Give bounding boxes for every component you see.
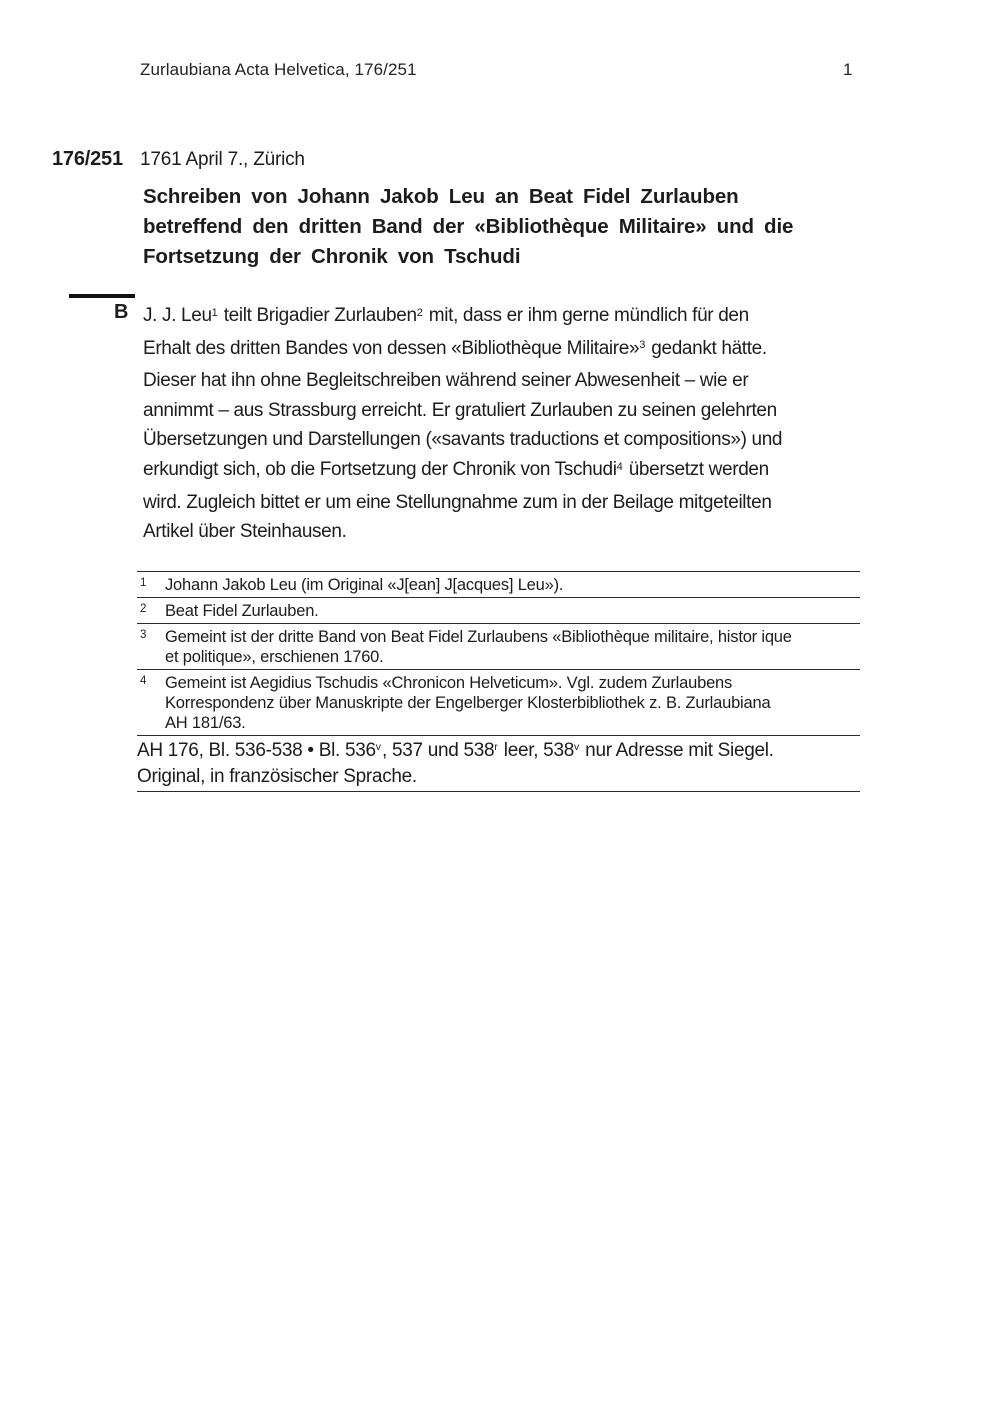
footnote-3: [137, 623, 860, 669]
section-divider-bar: [69, 294, 135, 298]
footnote-4: [137, 669, 860, 735]
footnote-2: [137, 597, 860, 623]
archival-reference-line: AH 176, Bl. 536-538 • Bl. 536$^v$, 537 und 538$^r$ leer, 538$^v$ nur Adresse mit Siegel.: [137, 740, 774, 761]
footnote-line: Johann Jakob Leu (im Original «J[ean] J[acques] Leu»).: [165, 575, 564, 594]
section-marker: B: [114, 301, 129, 323]
entry-title-line: Fortsetzung der Chronik von Tschudi: [143, 245, 521, 268]
footnotes-section: [137, 571, 860, 792]
summary-line: annimmt – aus Strassburg erreicht. Er gratuliert Zurlauben zu seinen gelehrten: [143, 399, 777, 421]
footnote-marker: 4: [140, 674, 147, 687]
footnote-text: [165, 673, 770, 733]
footnote-line: Beat Fidel Zurlauben.: [165, 601, 319, 620]
footnote-line: AH 181/63.: [165, 713, 246, 732]
summary-line: wird. Zugleich bittet er um eine Stellungnahme zum in der Beilage mitgeteilten: [143, 491, 772, 513]
footnote-text: [165, 627, 792, 667]
footnote-line: Gemeint ist der dritte Band von Beat Fidel Zurlaubens «Bibliothèque militaire, histor ique: [165, 627, 792, 646]
archival-reference-line: Original, in französischer Sprache.: [137, 766, 417, 787]
running-header: [140, 60, 860, 80]
archival-reference: [137, 735, 860, 792]
summary-paragraph: [143, 301, 883, 547]
footnote-marker: 2: [140, 602, 147, 615]
footnote-marker: 1: [140, 576, 147, 589]
summary-line: erkundigt sich, ob die Fortsetzung der Chronik von Tschudi$^4$ übersetzt werden: [143, 458, 769, 480]
entry-title: [143, 182, 883, 272]
page-number: 1: [843, 60, 853, 79]
footnote-1: [137, 571, 860, 597]
entry-title-line: Schreiben von Johann Jakob Leu an Beat Fidel Zurlauben: [143, 185, 739, 208]
summary-line: Artikel über Steinhausen.: [143, 521, 347, 543]
footnote-line: Korrespondenz über Manuskripte der Engelberger Klosterbibliothek z. B. Zurlaubiana: [165, 693, 771, 712]
summary-line: Erhalt des dritten Bandes von dessen «Bibliothèque Militaire»$^3$ gedankt hätte.: [143, 337, 767, 359]
entry-number: 176/251: [52, 148, 123, 170]
summary-line: J. J. Leu$^1$ teilt Brigadier Zurlauben$^2$ mit, dass er ihm gerne mündlich für den: [143, 305, 749, 326]
running-header-title: Zurlaubiana Acta Helvetica, 176/251: [140, 60, 417, 79]
summary-line: Übersetzungen und Darstellungen («savants traductions et compositions») und: [143, 429, 783, 451]
entry-title-line: betreffend den dritten Band der «Bibliothèque Militaire» und die: [143, 215, 794, 238]
entry-dateline: 1761 April 7., Zürich: [140, 149, 305, 170]
footnote-line: et politique», erschienen 1760.: [165, 647, 384, 666]
footnote-line: Gemeint ist Aegidius Tschudis «Chronicon Helveticum». Vgl. zudem Zurlaubens: [165, 673, 733, 692]
footnote-text: [165, 575, 563, 595]
footnote-text: [165, 601, 319, 621]
summary-line: Dieser hat ihn ohne Begleitschreiben während seiner Abwesenheit – wie er: [143, 370, 749, 392]
footnote-marker: 3: [140, 628, 147, 641]
